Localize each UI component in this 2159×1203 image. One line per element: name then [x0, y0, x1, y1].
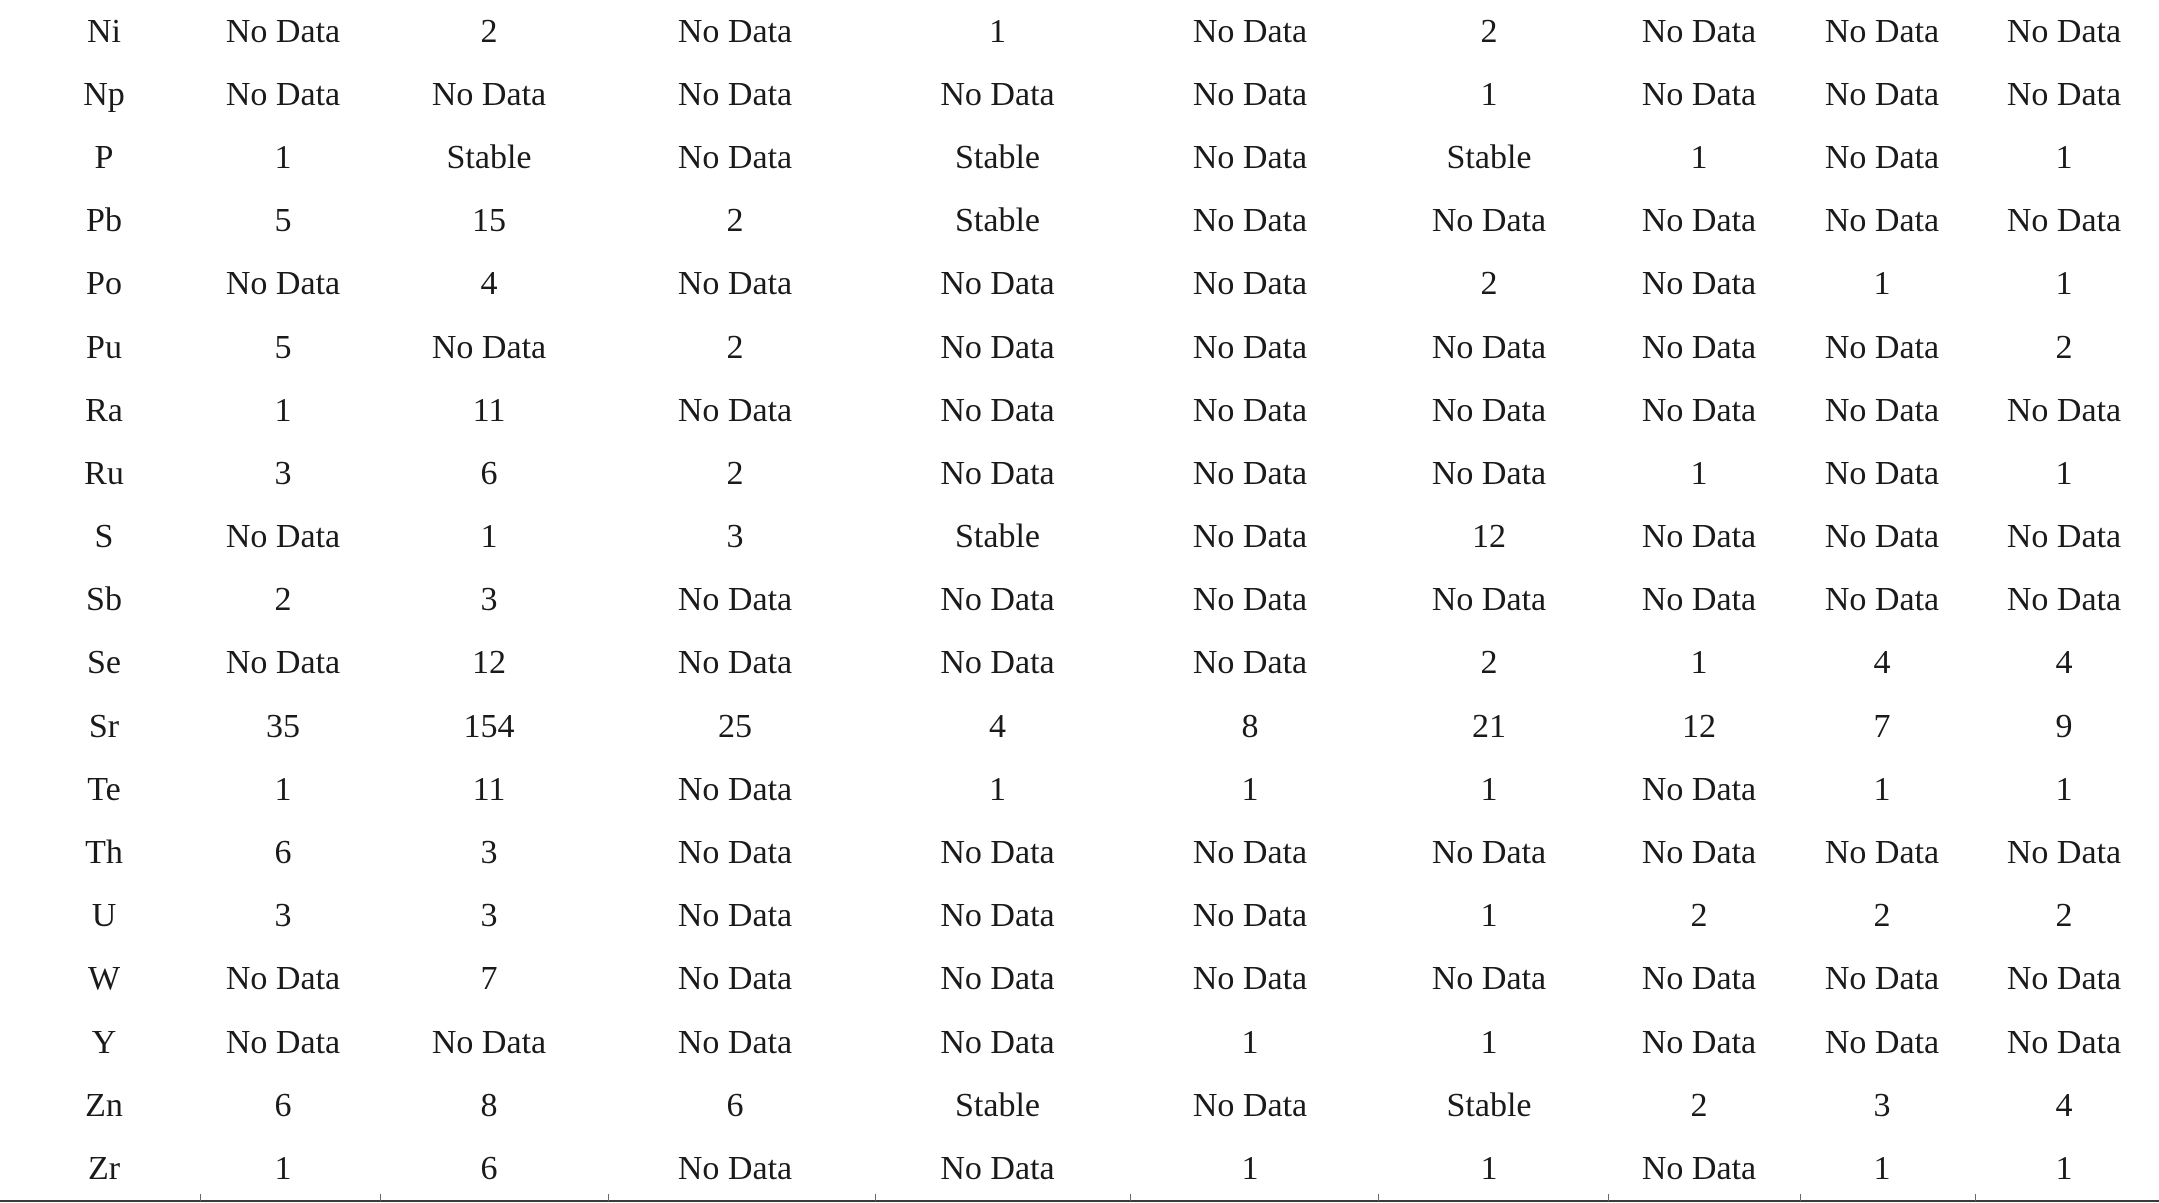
- element-symbol-cell: Sr: [88, 707, 120, 745]
- table-cell: No Data: [677, 265, 793, 303]
- table-row: [20, 316, 2159, 379]
- table-cell: No Data: [431, 328, 547, 366]
- table-cell: Stable: [955, 1086, 1040, 1124]
- table-cell: 35: [266, 707, 300, 745]
- table-cell: No Data: [225, 518, 341, 556]
- table-cell: 2: [1873, 897, 1891, 935]
- table-cell: No Data: [1192, 454, 1308, 492]
- table-cell: No Data: [1431, 960, 1547, 998]
- table-cell: No Data: [940, 75, 1055, 113]
- table-cell: No Data: [1431, 202, 1547, 240]
- table-cell: 3: [274, 454, 292, 492]
- table-cell: No Data: [1431, 391, 1547, 429]
- table-cell: No Data: [1192, 265, 1308, 303]
- table-cell: 1: [1480, 897, 1498, 935]
- table-cell: No Data: [2006, 391, 2122, 429]
- table-cell: 1: [2055, 265, 2073, 303]
- table-cell: 12: [472, 644, 506, 682]
- table-cell: 2: [1690, 897, 1708, 935]
- table-cell: No Data: [1641, 391, 1757, 429]
- column-tick: [1130, 1194, 1131, 1201]
- table-row: [20, 821, 2159, 884]
- table-cell: 3: [480, 897, 498, 935]
- table-cell: 5: [274, 328, 292, 366]
- element-symbol-cell: Se: [87, 644, 121, 682]
- table-cell: No Data: [1641, 202, 1757, 240]
- table-cell: No Data: [677, 644, 793, 682]
- table-cell: 21: [1472, 707, 1506, 745]
- table-cell: 1: [274, 391, 292, 429]
- table-cell: Stable: [1446, 1086, 1532, 1124]
- element-symbol-cell: Sb: [86, 581, 122, 619]
- table-cell: 1: [274, 770, 292, 808]
- table-cell: No Data: [1192, 391, 1308, 429]
- table-cell: No Data: [940, 581, 1055, 619]
- table-cell: 1: [1480, 75, 1498, 113]
- column-tick: [200, 1194, 201, 1201]
- table-cell: No Data: [1192, 328, 1308, 366]
- table-cell: 2: [726, 328, 744, 366]
- table-cell: 2: [1480, 12, 1498, 50]
- table-cell: 12: [1472, 518, 1506, 556]
- table-cell: No Data: [940, 454, 1055, 492]
- table-cell: No Data: [225, 644, 341, 682]
- table-cell: No Data: [1824, 12, 1940, 50]
- table-row: [20, 0, 2159, 63]
- table-cell: Stable: [955, 518, 1040, 556]
- table-cell: No Data: [1192, 202, 1308, 240]
- table-cell: No Data: [431, 1023, 547, 1061]
- table-cell: 1: [2055, 770, 2073, 808]
- table-cell: No Data: [2006, 834, 2122, 872]
- table-row: [20, 569, 2159, 632]
- table-cell: 5: [274, 202, 292, 240]
- table-cell: 1: [1873, 265, 1891, 303]
- table-cell: No Data: [2006, 1023, 2122, 1061]
- table-cell: No Data: [1641, 12, 1757, 50]
- table-cell: No Data: [677, 75, 793, 113]
- table-cell: 1: [1873, 1149, 1891, 1187]
- table-cell: No Data: [1431, 328, 1547, 366]
- table-cell: No Data: [940, 1149, 1055, 1187]
- table-cell: 2: [726, 202, 744, 240]
- table-cell: No Data: [1824, 75, 1940, 113]
- element-symbol-cell: Ni: [87, 12, 121, 50]
- column-tick: [608, 1194, 609, 1201]
- table-cell: 12: [1682, 707, 1716, 745]
- table-cell: No Data: [940, 1023, 1055, 1061]
- table-row: [20, 253, 2159, 316]
- table-cell: 6: [480, 1149, 498, 1187]
- table-cell: No Data: [677, 391, 793, 429]
- element-symbol-cell: P: [94, 138, 114, 176]
- table-cell: No Data: [1641, 834, 1757, 872]
- table-cell: 1: [2055, 454, 2073, 492]
- table-cell: No Data: [1824, 1023, 1940, 1061]
- column-tick: [875, 1194, 876, 1201]
- table-cell: 1: [1480, 770, 1498, 808]
- table-cell: No Data: [2006, 960, 2122, 998]
- table-cell: No Data: [1192, 1086, 1308, 1124]
- table-cell: No Data: [940, 834, 1055, 872]
- table-cell: No Data: [1641, 518, 1757, 556]
- table-row: [20, 632, 2159, 695]
- table-cell: No Data: [225, 1023, 341, 1061]
- table-cell: No Data: [431, 75, 547, 113]
- table-cell: No Data: [1641, 1149, 1757, 1187]
- table-cell: No Data: [940, 265, 1055, 303]
- table-cell: 1: [1480, 1023, 1498, 1061]
- table-cell: 2: [1690, 1086, 1708, 1124]
- table-cell: No Data: [940, 897, 1055, 935]
- table-cell: No Data: [1192, 75, 1308, 113]
- table-cell: No Data: [1431, 454, 1547, 492]
- table-row: [20, 948, 2159, 1011]
- table-cell: 3: [1873, 1086, 1891, 1124]
- table-cell: No Data: [940, 391, 1055, 429]
- table-cell: 11: [472, 770, 506, 808]
- table-row: [20, 442, 2159, 505]
- table-cell: No Data: [940, 960, 1055, 998]
- table-cell: No Data: [2006, 581, 2122, 619]
- column-tick: [1608, 1194, 1609, 1201]
- table-row: [20, 885, 2159, 948]
- table-row: [20, 190, 2159, 253]
- table-cell: 154: [463, 707, 515, 745]
- column-tick: [1378, 1194, 1379, 1201]
- table-cell: No Data: [1824, 581, 1940, 619]
- table-cell: 1: [274, 138, 292, 176]
- table-cell: 1: [1241, 1149, 1259, 1187]
- table-cell: No Data: [2006, 202, 2122, 240]
- element-symbol-cell: Np: [83, 75, 125, 113]
- table-cell: No Data: [677, 1023, 793, 1061]
- table-cell: Stable: [955, 138, 1040, 176]
- table-row: [20, 379, 2159, 442]
- table-cell: No Data: [1192, 12, 1308, 50]
- table-cell: 2: [726, 454, 744, 492]
- table-cell: 1: [480, 518, 498, 556]
- table-row: [20, 1137, 2159, 1200]
- table-cell: No Data: [1641, 581, 1757, 619]
- table-cell: No Data: [2006, 518, 2122, 556]
- table-cell: No Data: [1824, 518, 1940, 556]
- table-cell: No Data: [1192, 960, 1308, 998]
- table-cell: No Data: [225, 960, 341, 998]
- table-cell: 7: [480, 960, 498, 998]
- table-cell: 1: [274, 1149, 292, 1187]
- table-cell: No Data: [1192, 518, 1308, 556]
- table-row: [20, 695, 2159, 758]
- table-cell: No Data: [940, 644, 1055, 682]
- table-cell: No Data: [225, 265, 341, 303]
- table-cell: No Data: [1824, 328, 1940, 366]
- table-cell: No Data: [1824, 960, 1940, 998]
- table-cell: 2: [274, 581, 292, 619]
- table-row: [20, 1011, 2159, 1074]
- table-cell: No Data: [225, 75, 341, 113]
- table-cell: 11: [472, 391, 506, 429]
- table-cell: Stable: [1446, 138, 1532, 176]
- table-cell: No Data: [677, 138, 793, 176]
- table-cell: 1: [2055, 138, 2073, 176]
- table-cell: No Data: [1824, 202, 1940, 240]
- table-cell: No Data: [2006, 75, 2122, 113]
- table-cell: No Data: [1192, 581, 1308, 619]
- table-cell: 7: [1873, 707, 1891, 745]
- table-cell: Stable: [955, 202, 1040, 240]
- table-cell: Stable: [446, 138, 532, 176]
- table-cell: No Data: [1641, 960, 1757, 998]
- table-cell: 3: [726, 518, 744, 556]
- table-cell: No Data: [225, 12, 341, 50]
- table-cell: 2: [2055, 897, 2073, 935]
- table-cell: 15: [472, 202, 506, 240]
- table-cell: No Data: [677, 770, 793, 808]
- element-symbol-cell: Ru: [84, 454, 124, 492]
- table-cell: 1: [1241, 1023, 1259, 1061]
- table-cell: 3: [274, 897, 292, 935]
- table-cell: 1: [989, 770, 1006, 808]
- table-cell: 6: [274, 834, 292, 872]
- table-cell: 1: [989, 12, 1006, 50]
- element-symbol-cell: Pb: [86, 202, 122, 240]
- element-symbol-cell: Ra: [85, 391, 123, 429]
- table-row: [20, 758, 2159, 821]
- table-cell: 4: [1873, 644, 1891, 682]
- table-cell: No Data: [1192, 834, 1308, 872]
- table-cell: 2: [1480, 644, 1498, 682]
- table-cell: No Data: [1641, 1023, 1757, 1061]
- table-cell: No Data: [1192, 138, 1308, 176]
- table-row: [20, 1074, 2159, 1137]
- table-cell: 2: [2055, 328, 2073, 366]
- table-row: [20, 506, 2159, 569]
- element-data-table: [20, 0, 2159, 1201]
- table-cell: No Data: [1431, 581, 1547, 619]
- column-tick: [380, 1194, 381, 1201]
- table-cell: 4: [989, 707, 1006, 745]
- table-cell: No Data: [1641, 770, 1757, 808]
- element-symbol-cell: U: [91, 897, 117, 935]
- table-cell: No Data: [1824, 138, 1940, 176]
- table-cell: No Data: [1641, 265, 1757, 303]
- table-cell: 6: [274, 1086, 292, 1124]
- table-cell: 2: [1480, 265, 1498, 303]
- table-cell: No Data: [677, 12, 793, 50]
- table-cell: 6: [480, 454, 498, 492]
- element-symbol-cell: Pu: [86, 328, 122, 366]
- element-symbol-cell: S: [94, 518, 114, 556]
- table-cell: No Data: [1192, 897, 1308, 935]
- table-bottom-rule: [0, 1200, 2159, 1202]
- table-cell: 25: [718, 707, 752, 745]
- table-cell: No Data: [677, 581, 793, 619]
- element-symbol-cell: Th: [85, 834, 123, 872]
- table-cell: No Data: [2006, 12, 2122, 50]
- element-symbol-cell: Te: [87, 770, 121, 808]
- table-cell: 8: [1241, 707, 1259, 745]
- table-cell: No Data: [1824, 391, 1940, 429]
- table-cell: No Data: [940, 328, 1055, 366]
- column-tick: [1800, 1194, 1801, 1201]
- element-symbol-cell: W: [87, 960, 121, 998]
- table-cell: 9: [2055, 707, 2073, 745]
- table-cell: 3: [480, 581, 498, 619]
- table-cell: 1: [1241, 770, 1259, 808]
- table-cell: No Data: [1824, 834, 1940, 872]
- table-cell: 1: [1690, 454, 1708, 492]
- table-cell: No Data: [677, 834, 793, 872]
- table-cell: 1: [1873, 770, 1891, 808]
- element-symbol-cell: Zn: [85, 1086, 123, 1124]
- table-cell: 1: [1690, 644, 1708, 682]
- table-cell: 1: [1690, 138, 1708, 176]
- table-row: [20, 63, 2159, 126]
- table-row: [20, 126, 2159, 189]
- table-cell: No Data: [1824, 454, 1940, 492]
- table-cell: 1: [2055, 1149, 2073, 1187]
- table-cell: 1: [1480, 1149, 1498, 1187]
- table-cell: No Data: [1641, 328, 1757, 366]
- table-cell: No Data: [1431, 834, 1547, 872]
- table-cell: 4: [2055, 1086, 2073, 1124]
- element-symbol-cell: Po: [86, 265, 122, 303]
- table-cell: 4: [2055, 644, 2073, 682]
- table-cell: No Data: [677, 1149, 793, 1187]
- table-cell: No Data: [677, 897, 793, 935]
- table-cell: 2: [480, 12, 498, 50]
- table-cell: 6: [726, 1086, 744, 1124]
- table-cell: 4: [480, 265, 498, 303]
- element-symbol-cell: Y: [91, 1023, 117, 1061]
- table-cell: No Data: [1192, 644, 1308, 682]
- element-symbol-cell: Zr: [87, 1149, 121, 1187]
- table-cell: 3: [480, 834, 498, 872]
- column-tick: [1975, 1194, 1976, 1201]
- table-cell: 8: [480, 1086, 498, 1124]
- table-body: [20, 0, 2159, 1201]
- table-cell: No Data: [677, 960, 793, 998]
- table-cell: No Data: [1641, 75, 1757, 113]
